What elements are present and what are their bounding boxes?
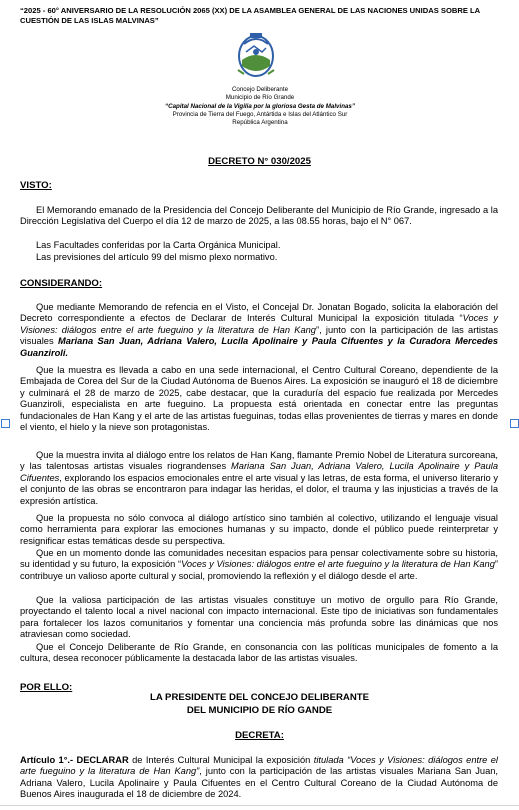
- municipal-seal-icon: [232, 30, 280, 80]
- article-1-text-c: , junto con la participación de las artistas visuales Mariana San Juan, Adriana Valero, Lucila Apolinaire y Paula Cifuentes en el Centro Cultural Coreano de la Ciudad Autónoma de Buenos Aires inaugurada el 18 de diciembre de 2024.: [20, 766, 498, 800]
- capital-motto: “Capital Nacional de la Vigilia por la gloriosa Gesta de Malvinas”: [165, 103, 355, 110]
- visto-paragraph-1: [20, 205, 498, 228]
- considerando-text-1c: ”, junto con la participación de las artistas visuales: [20, 324, 499, 347]
- header-motto: “2025 - 60° ANIVERSARIO DE LA RESOLUCIÓN 2065 (XX) DE LA ASAMBLEA GENERAL DE LAS NACIONES UNIDAS SOBRE LA CUESTIÓN DE LAS ISLAS MALVINAS”: [20, 6, 480, 25]
- artists-names-2: Mariana San Juan, Adriana Valero, Lucila Apolinaire y Paula Cifuentes: [20, 461, 498, 483]
- considerando-heading: CONSIDERANDO:: [20, 278, 103, 289]
- considerando-text-1a: Que mediante Memorando de refencia en el Visto, el Concejal Dr. Jonatan Bogado, solicita la elaboración del Decreto correspondiente a efectos de Declarar de Interés Cultural Municipal la exposición titulada “: [20, 302, 498, 324]
- considerando-paragraph-2: [20, 365, 498, 433]
- considerando-text-2: Que la muestra es llevada a cabo en una sede internacional, el Centro Cultural Coreano, dependiente de la Embajada de Corea del Sur de la Ciudad Autónoma de Buenos Aires. La exposición se inauguró el 18 de diciembre y culminará el 28 de marzo de 2025, cabe destacar, que la curaduría del espacio fue realizada por Mercedes Guanziroli, especialista en arte fueguino. La propuesta está orientada en conectar entre las preguntas fundacionales de Han Kang y el arte de las artistas fueguinas, todas ellas provenientes de tierras y mares en donde el viento, el hielo y la nieve son protagonistas.: [20, 365, 498, 433]
- considerando-paragraph-4: [20, 513, 498, 547]
- visto-paragraph-2: [20, 240, 498, 251]
- country-name: República Argentina: [232, 119, 288, 126]
- page-edge-line: [0, 805, 519, 806]
- considerando-text-7: Que el Concejo Deliberante de Río Grande, en consonancia con las políticas municipales de fomento a la cultura, desea reconocer públicamente la destacada labor de las artistas visuales.: [20, 642, 498, 664]
- considerando-paragraph-3: [20, 450, 498, 507]
- visto-heading: VISTO:: [20, 180, 52, 191]
- article-1: [20, 755, 498, 801]
- authority-line-1: LA PRESIDENTE DEL CONCEJO DELIBERANTE: [149, 692, 370, 703]
- considerando-text-6: Que la valiosa participación de las artistas visuales constituye un motivo de orgullo para Río Grande, proyectando el talento local a nivel nacional con impacto internacional. Este tipo de iniciativas son fundamentales para fortalecer los lazos comunitarios y fomentar una conciencia más profunda sobre las dinámicas que nos atraviesan como sociedad.: [20, 595, 498, 640]
- considerando-text-4: Que la propuesta no sólo convoca al diálogo artístico sino también al colectivo, utilizando el lenguaje visual como herramienta para explorar las emociones humanas y su impacto, donde el público puede reinterpretar y resignificar estas temáticas desde su perspectiva.: [20, 513, 498, 546]
- exhibition-title-2: Voces y Visiones: diálogos entre el arte fueguino y la literatura de Han Kang: [181, 559, 495, 570]
- artists-names: Mariana San Juan, Adriana Valero, Lucila Apolinaire y Paula Cifuentes y la Curadora Mercedes Guanziroli.: [20, 336, 498, 358]
- exhibition-title: Voces y Visiones: diálogos entre el arte fueguino y la literatura de Han Kang: [20, 313, 498, 335]
- considerando-text-5c: ” contribuye un valioso aporte cultural y social, promoviendo la reflexión y el diálogo desde el arte.: [20, 559, 498, 581]
- visto-text-1: El Memorando emanado de la Presidencia del Concejo Deliberante del Municipio de Río Grande, ingresado a la Dirección Legislativa del Cuerpo el día 12 de marzo de 2025, a las 08.55 horas, bajo el N° 067.: [20, 205, 498, 227]
- por-ello-heading: POR ELLO:: [20, 682, 73, 693]
- authority-line-2: DEL MUNICIPIO DE RÍO GANDE: [186, 705, 333, 716]
- visto-text-2: Las Facultades conferidas por la Carta Orgánica Municipal.: [36, 240, 281, 250]
- visto-text-3: Las previsiones del artículo 99 del mismo plexo normativo.: [36, 252, 278, 262]
- right-resize-handle[interactable]: [510, 419, 519, 428]
- considerando-text-5a: Que en un momento donde las comunidades necesitan espacios para pensar colectivamente sobre su historia, su identidad y su futuro, la exposición “: [20, 548, 498, 570]
- considerando-paragraph-6: [20, 595, 498, 641]
- municipality-name: Municipio de Río Grande: [225, 94, 295, 101]
- considerando-paragraph-1: [20, 302, 498, 359]
- considerando-paragraph-7: [20, 642, 498, 665]
- considerando-text-3c: , explorando los espacios emocionales entre el arte visual y las letras, de esta forma, el universo literario y el conjunto de las obras se encontraron para indagar las heridas, el dolor, el trauma y las injusticias a través de la expresión artística.: [20, 472, 498, 506]
- visto-paragraph-3: [20, 252, 498, 263]
- article-1-text-a: de Interés Cultural Municipal la exposición: [128, 755, 314, 765]
- article-1-label: Artículo 1°.- DECLARAR: [20, 755, 129, 765]
- institution-name: Concejo Deliberante: [231, 86, 289, 93]
- decreta-heading: DECRETA:: [235, 730, 284, 741]
- article-1-exhibition: titulada “Voces y Visiones: diálogos entre el arte fueguino y la literatura de Han Kang”: [20, 755, 498, 777]
- province-name: Provincia de Tierra del Fuego, Antártida e Islas del Atlántico Sur: [172, 111, 348, 118]
- considerando-text-3a: Que la muestra invita al diálogo entre los relatos de Han Kang, flamante Premio Nobel de Literatura surcoreana, y las talentosas artistas visuales riograndenses: [20, 450, 499, 472]
- decree-title: DECRETO N° 030/2025: [208, 156, 311, 167]
- considerando-paragraph-5: [20, 548, 498, 582]
- left-resize-handle[interactable]: [1, 419, 10, 428]
